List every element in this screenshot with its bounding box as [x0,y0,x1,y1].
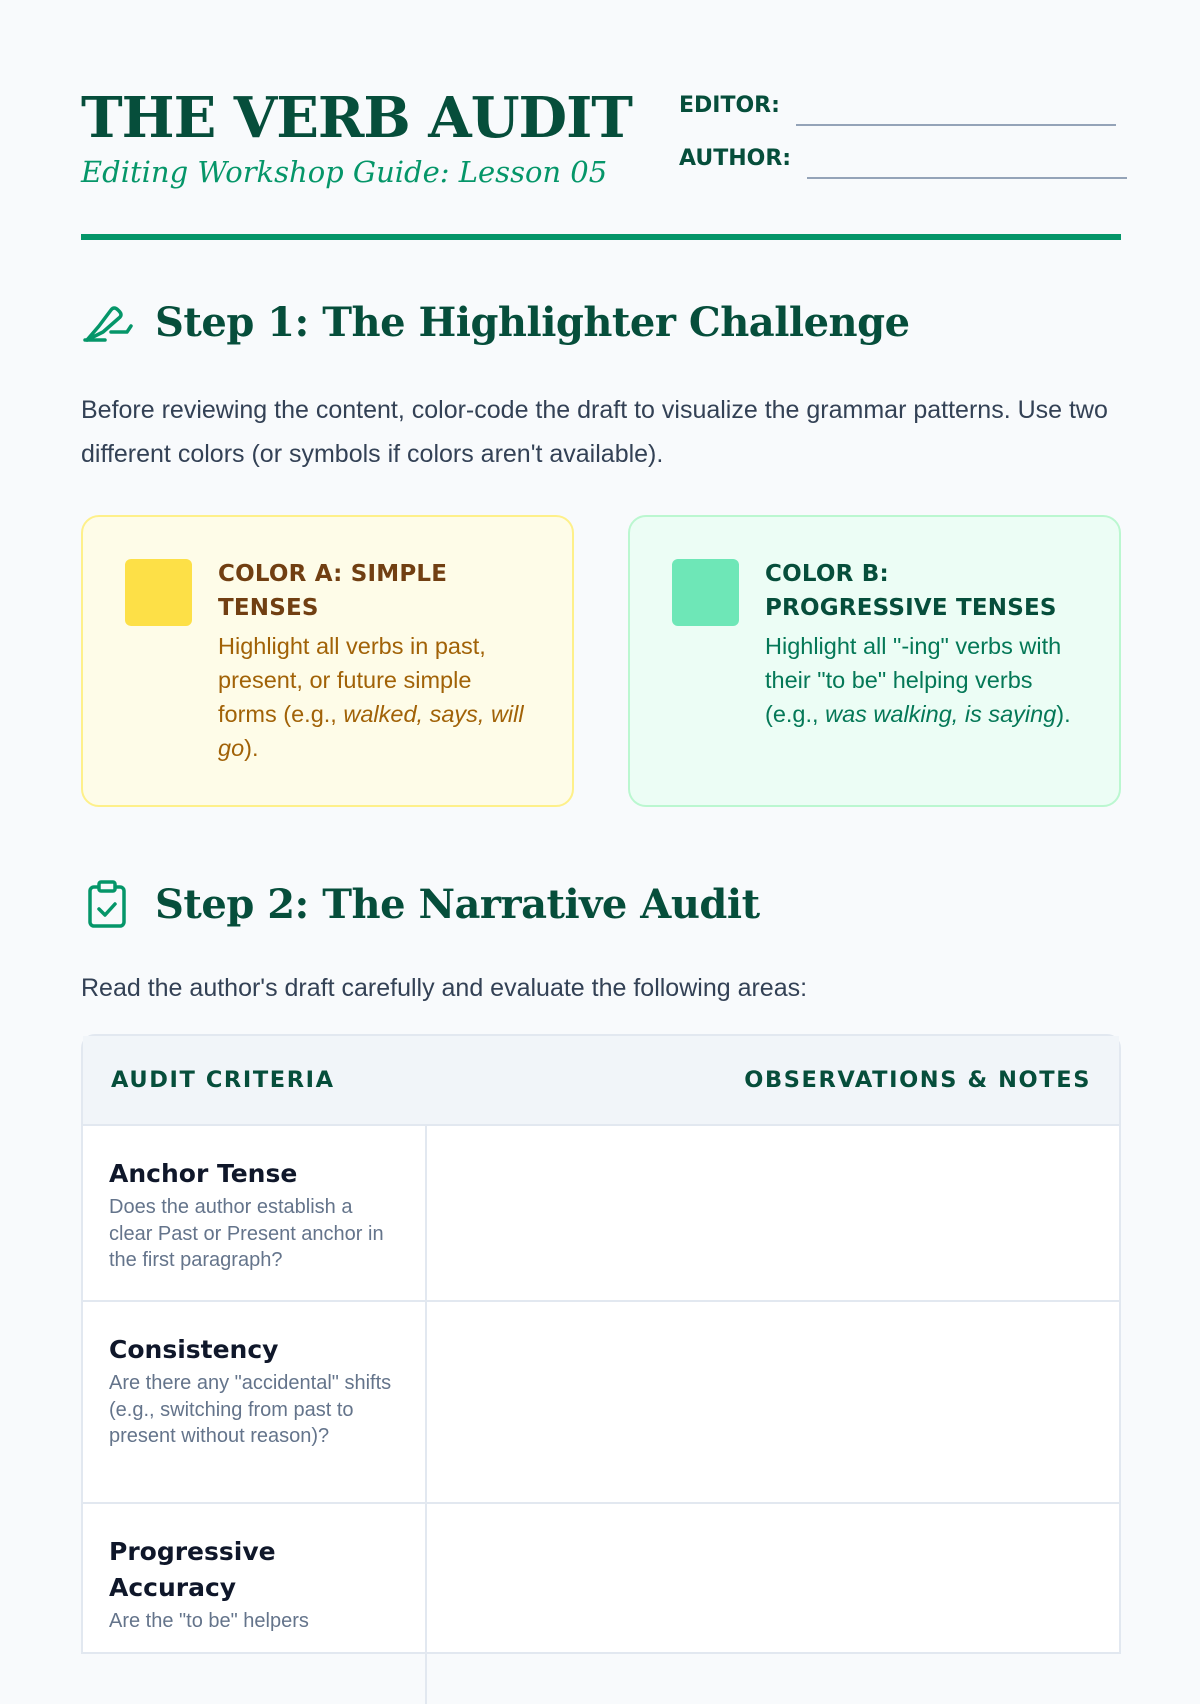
editor-field [679,92,1116,120]
notes-cell[interactable] [427,1504,1119,1704]
page-subtitle: Editing Workshop Guide: Lesson 05 [81,155,608,189]
color-a-heading: COLOR A: SIMPLE TENSES [218,561,448,621]
step2-heading [81,878,760,930]
step1-heading [81,296,910,348]
notes-cell[interactable] [427,1126,1119,1300]
color-b-description: Highlight all "-ing" verbs with their "to be" helping verbs (e.g., was walking, is saying). [765,633,1071,727]
header-divider [81,234,1121,240]
step2-title: Step 2: The Narrative Audit [155,880,760,928]
audit-table [81,1034,1121,1654]
table-row [83,1126,1119,1302]
table-row [83,1504,1119,1704]
author-field [679,145,1127,173]
criteria-cell [83,1504,427,1704]
criteria-description: Are the "to be" helpers [109,1610,309,1632]
criteria-cell [83,1126,427,1300]
green-swatch [672,559,739,626]
author-line[interactable] [807,177,1127,179]
editor-line[interactable] [796,124,1116,126]
editor-label: EDITOR: [679,93,780,118]
color-a-card [81,515,574,807]
step2-intro: Read the author's draft carefully and evaluate the following areas: [81,974,808,1002]
color-a-description: Highlight all verbs in past, present, or future simple forms (e.g., walked, says, will go). [218,633,524,761]
header-audit-criteria: AUDIT CRITERIA [111,1067,335,1093]
criteria-title: Progressive Accuracy [109,1537,276,1602]
step1-intro: Before reviewing the content, color-code the draft to visualize the grammar patterns. Use two different colors (or symbols if colors aren't available). [81,396,1108,468]
notes-cell[interactable] [427,1302,1119,1502]
table-row [83,1302,1119,1504]
criteria-title: Anchor Tense [109,1159,298,1188]
header-observations: OBSERVATIONS & NOTES [744,1067,1091,1093]
author-label: AUTHOR: [679,146,792,171]
step1-title: Step 1: The Highlighter Challenge [155,298,910,346]
criteria-description: Are there any "accidental" shifts (e.g., switching from past to present without reason)? [109,1372,392,1447]
color-b-card [628,515,1121,807]
highlighter-icon [81,296,133,348]
yellow-swatch [125,559,192,626]
header [81,86,1121,242]
table-header [83,1036,1119,1126]
page-title: THE VERB AUDIT [81,85,632,151]
criteria-title: Consistency [109,1335,279,1364]
criteria-cell [83,1302,427,1502]
criteria-description: Does the author establish a clear Past or Present anchor in the first paragraph? [109,1196,384,1271]
clipboard-check-icon [81,878,133,930]
color-b-heading: COLOR B: PROGRESSIVE TENSES [765,561,1057,621]
